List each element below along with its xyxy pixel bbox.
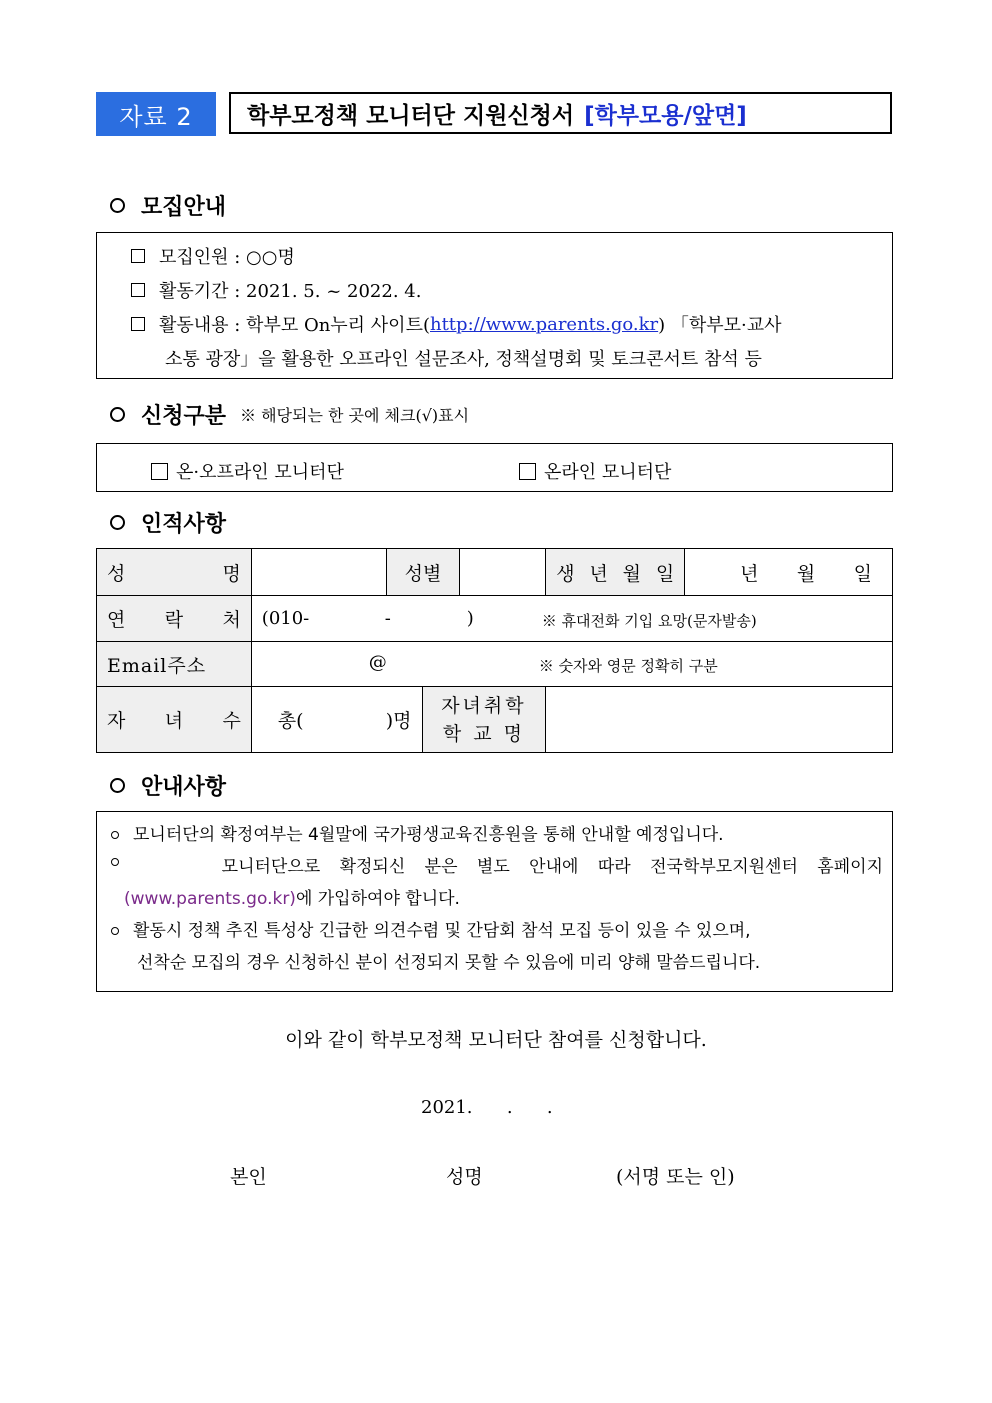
apply-box: [96, 443, 893, 492]
gender-label: 성별: [386, 549, 460, 596]
apply-option-online[interactable]: [519, 458, 671, 484]
notice-item-3-cont: 선착순 모집의 경우 신청하신 분이 선정되지 못할 수 있음에 미리 양해 말씀드립니다.: [137, 953, 761, 973]
small-circle-bullet-icon: [111, 831, 119, 839]
personal-heading: [110, 507, 226, 538]
document-label: 자료 2: [96, 92, 216, 136]
document-title: [229, 92, 892, 134]
phone-note: ※ 휴대전화 기입 요망(문자발송): [541, 612, 757, 630]
email-field[interactable]: [251, 642, 892, 687]
recruit-line-period: [131, 277, 421, 303]
recruit-line-count: [131, 243, 295, 269]
circle-bullet-icon: [110, 778, 125, 793]
phone-prefix: (010-: [261, 608, 310, 629]
square-bullet-icon: [131, 283, 145, 297]
birth-label: 생 년 월 일: [546, 549, 685, 596]
children-count-field[interactable]: 총( )명: [251, 687, 422, 753]
notice-box: [96, 811, 893, 992]
signature-label: (서명 또는 인): [616, 1166, 735, 1188]
apply-heading: [110, 399, 469, 430]
title-text: 학부모정책 모니터단 지원신청서: [247, 102, 575, 129]
contact-label: 연 락 처: [97, 596, 252, 642]
circle-bullet-icon: [110, 407, 125, 422]
parents-site-link[interactable]: http://www.parents.go.kr: [429, 313, 659, 335]
apply-option-offline[interactable]: [151, 458, 344, 484]
checkbox-icon[interactable]: [151, 463, 168, 480]
personal-info-table: [96, 548, 893, 753]
gender-field[interactable]: [460, 549, 546, 596]
small-circle-bullet-icon: [111, 927, 119, 935]
notice-item-3: 활동시 정책 추진 특성상 긴급한 의견수렴 및 간담회 참석 모집 등이 있을 수 있으며,: [111, 916, 751, 941]
apply-heading-text: 신청구분: [141, 404, 227, 429]
recruit-box: [96, 232, 893, 379]
email-at: @: [368, 652, 387, 673]
recruit-line-activity-cont: [165, 345, 762, 371]
recruit-activity-text-end: ) 「학부모·교사: [658, 315, 782, 336]
recruit-heading: [110, 190, 226, 221]
recruit-line-activity: [131, 311, 782, 337]
phone-field[interactable]: [251, 596, 892, 642]
circle-bullet-icon: [110, 515, 125, 530]
notice-heading: [110, 770, 226, 801]
phone-dash: -: [384, 608, 391, 629]
self-label: 본인: [230, 1166, 267, 1188]
signer-name-label: 성명: [446, 1166, 483, 1188]
application-statement: 이와 같이 학부모정책 모니터단 참여를 신청합니다.: [285, 1029, 707, 1051]
checkbox-icon[interactable]: [519, 463, 536, 480]
personal-heading-text: 인적사항: [141, 512, 227, 537]
square-bullet-icon: [131, 317, 145, 331]
name-field[interactable]: [251, 549, 386, 596]
notice-site-link[interactable]: (www.parents.go.kr): [124, 889, 296, 909]
phone-close: ): [466, 608, 474, 629]
birth-field[interactable]: 년 월 일: [685, 549, 893, 596]
notice-heading-text: 안내사항: [141, 775, 227, 800]
children-label: 자 녀 수: [97, 687, 252, 753]
school-label: 자녀취학 학 교 명: [422, 687, 546, 753]
small-circle-bullet-icon: [111, 858, 119, 866]
school-field[interactable]: [546, 687, 893, 753]
recruit-activity-text: 활동내용 : 학부모 On누리 사이트(: [159, 315, 430, 336]
notice-item-2: 모니터단으로 확정되신 분은 별도 안내에 따라 전국학부모지원센터 홈페이지: [111, 852, 883, 877]
notice-item-1: 모니터단의 확정여부는 4월말에 국가평생교육진흥원을 통해 안내할 예정입니다.: [111, 820, 724, 845]
apply-note: ※ 해당되는 한 곳에 체크(√)표시: [240, 406, 470, 425]
recruit-heading-text: 모집안내: [141, 195, 227, 220]
apply-option-online-label: 온라인 모니터단: [544, 462, 672, 483]
circle-bullet-icon: [110, 198, 125, 213]
recruit-count-text: 모집인원 : ○○명: [159, 247, 295, 268]
email-note: ※ 숫자와 영문 정확히 구분: [538, 657, 718, 675]
application-date: 2021. . .: [421, 1097, 553, 1118]
apply-option-offline-label: 온·오프라인 모니터단: [176, 462, 344, 483]
title-accent: [학부모용/앞면]: [584, 102, 747, 129]
square-bullet-icon: [131, 249, 145, 263]
recruit-activity-cont-text: 소통 광장」을 활용한 오프라인 설문조사, 정책설명회 및 토크콘서트 참석 등: [165, 349, 762, 370]
email-label: Email주소: [97, 642, 252, 687]
notice-item-2-cont: (www.parents.go.kr)에 가입하여야 합니다.: [124, 889, 460, 909]
name-label: 성 명: [97, 549, 252, 596]
recruit-period-text: 활동기간 : 2021. 5. ~ 2022. 4.: [159, 281, 422, 302]
